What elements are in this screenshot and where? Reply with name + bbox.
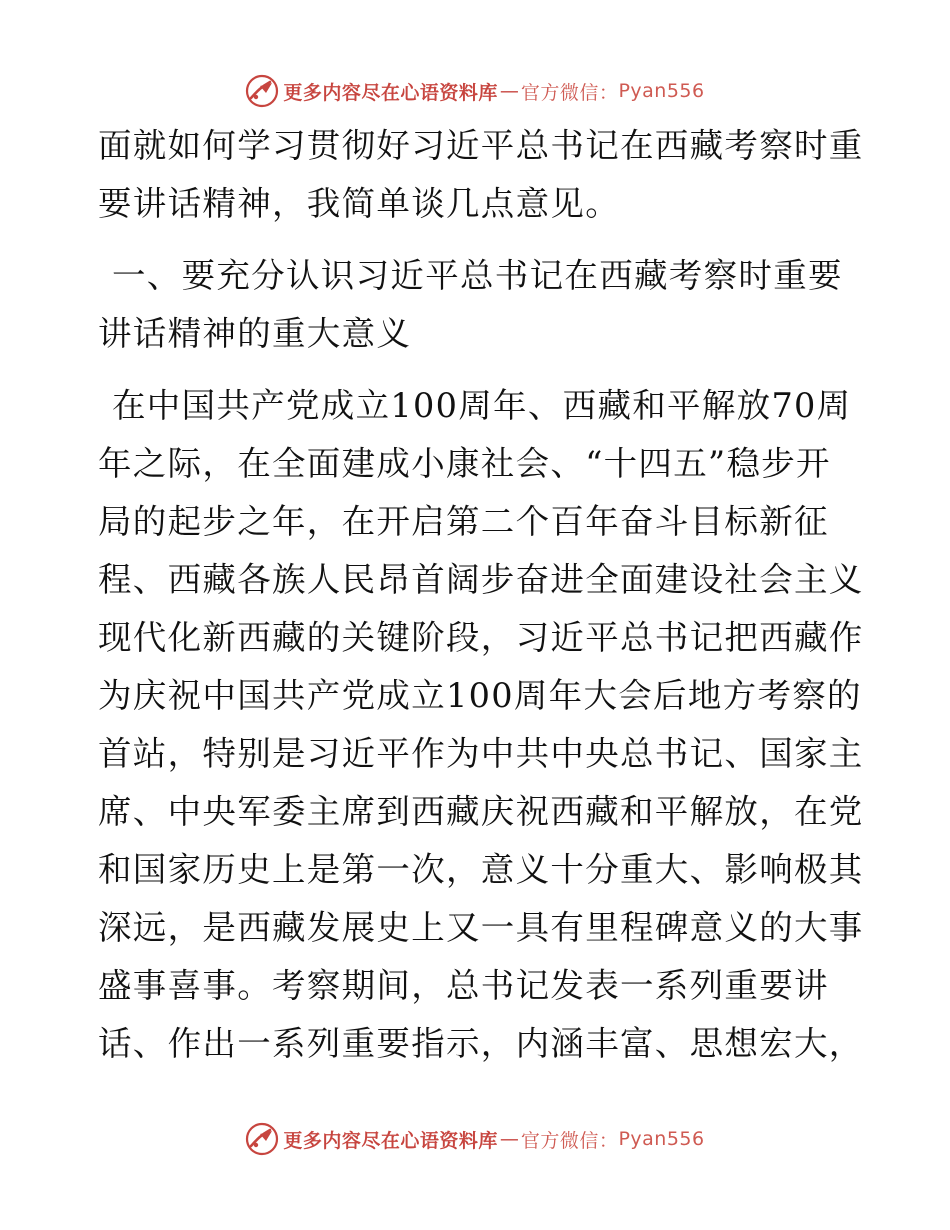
watermark-header — [0, 71, 950, 111]
text-line: 程、西藏各族人民昂首阔步奋进全面建设社会主义 — [98, 560, 864, 599]
text-line: 席、中央军委主席到西藏庆祝西藏和平解放，在党 — [98, 792, 864, 831]
watermark-secondary-text: 官方微信： — [520, 81, 619, 104]
text-line: 深远，是西藏发展史上又一具有里程碑意义的大事 — [98, 908, 864, 947]
text-line: 现代化新西藏的关键阶段，习近平总书记把西藏作 — [98, 618, 864, 657]
watermark-secondary-text: 官方微信： — [520, 1129, 619, 1152]
watermark-separator: — — [499, 80, 519, 102]
watermark-main-text: 更多内容尽在心语资料库 — [283, 81, 498, 104]
section-heading-line: 一、要充分认识习近平总书记在西藏考察时重要 — [112, 256, 843, 295]
text-line: 盛事喜事。考察期间，总书记发表一系列重要讲 — [98, 966, 829, 1005]
text-line: 和国家历史上是第一次，意义十分重大、影响极其 — [98, 850, 864, 889]
text-line: 面就如何学习贯彻好习近平总书记在西藏考察时重 — [98, 126, 864, 165]
watermark-account: Pyan556 — [618, 1128, 705, 1150]
text-line: 在中国共产党成立100周年、西藏和平解放70周 — [112, 386, 852, 425]
text-line: 为庆祝中国共产党成立100周年大会后地方考察的 — [98, 676, 862, 715]
pen-circle-logo-icon — [245, 1122, 279, 1156]
text-line: 要讲话精神，我简单谈几点意见。 — [98, 184, 620, 223]
document-body — [98, 117, 864, 1073]
text-line: 年之际，在全面建成小康社会、“十四五”稳步开 — [98, 444, 831, 483]
text-line: 首站，特别是习近平作为中共中央总书记、国家主 — [98, 734, 864, 773]
watermark-separator: — — [499, 1128, 519, 1150]
pen-circle-logo-icon — [245, 74, 279, 108]
watermark-account: Pyan556 — [618, 80, 705, 102]
watermark-footer — [0, 1119, 950, 1159]
text-line: 局的起步之年，在开启第二个百年奋斗目标新征 — [98, 502, 829, 541]
watermark-main-text: 更多内容尽在心语资料库 — [283, 1129, 498, 1152]
section-heading-line: 讲话精神的重大意义 — [98, 314, 412, 353]
text-line: 话、作出一系列重要指示，内涵丰富、思想宏大， — [98, 1024, 864, 1063]
